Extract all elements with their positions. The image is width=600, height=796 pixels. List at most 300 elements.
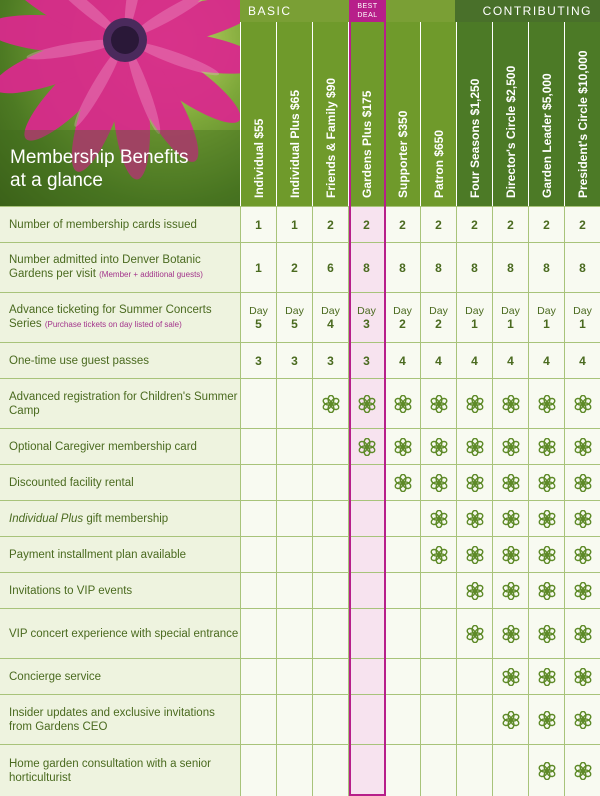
row-label: [0, 207, 240, 242]
flower-icon: [502, 395, 520, 413]
flower-icon: [394, 474, 412, 492]
cell-value: 4: [327, 316, 334, 331]
cell-value: 1: [471, 316, 478, 331]
table-cell: [276, 501, 312, 536]
row-label-text: Payment installment plan available: [9, 548, 187, 561]
flower-icon: [538, 510, 556, 528]
flower-icon: [574, 546, 592, 564]
table-cell: [348, 343, 384, 378]
flower-icon: [322, 395, 340, 413]
day-label: Day: [573, 304, 592, 317]
table-cell: [384, 429, 420, 464]
row-label: [0, 501, 240, 536]
flower-icon: [466, 625, 484, 643]
table-cell: [348, 207, 384, 242]
tier-contributing-header: CONTRIBUTING: [455, 0, 600, 22]
flower-icon: [538, 711, 556, 729]
table-cell: [492, 537, 528, 572]
cell-value: 1: [507, 316, 514, 331]
flower-icon: [574, 395, 592, 413]
row-label: [0, 609, 240, 658]
table-cell: [528, 293, 564, 342]
table-cell: [276, 379, 312, 428]
table-cell: [384, 695, 420, 744]
table-cell: [384, 379, 420, 428]
column-header: [312, 22, 348, 206]
column-header-label: Friends & Family $90: [323, 77, 338, 198]
table-row: [0, 658, 600, 694]
table-cell: [420, 537, 456, 572]
table-cell: [312, 465, 348, 500]
table-cell: [564, 501, 600, 536]
table-cell: [492, 343, 528, 378]
flower-icon: [538, 474, 556, 492]
table-cell: [564, 343, 600, 378]
day-label: Day: [321, 304, 340, 317]
table-cell: [240, 745, 276, 796]
table-cell: [276, 573, 312, 608]
cell-value: 3: [363, 316, 370, 331]
cell-value: 8: [543, 260, 550, 275]
flower-icon: [574, 668, 592, 686]
table-cell: [492, 501, 528, 536]
flower-icon: [502, 668, 520, 686]
column-header-label: Director's Circle $2,500: [503, 65, 518, 198]
column-header: [492, 22, 528, 206]
table-cell: [420, 573, 456, 608]
cell-value: 4: [471, 353, 478, 368]
table-cell: [420, 243, 456, 292]
column-header: [276, 22, 312, 206]
table-cell: [312, 659, 348, 694]
flower-icon: [574, 711, 592, 729]
table-cell: [564, 379, 600, 428]
row-label: [0, 243, 240, 292]
flower-icon: [574, 625, 592, 643]
row-label-text: Concierge service: [9, 670, 102, 683]
table-cell: [420, 293, 456, 342]
day-label: Day: [285, 304, 304, 317]
flower-icon: [466, 395, 484, 413]
table-row: [0, 464, 600, 500]
day-label: Day: [249, 304, 268, 317]
page-title: [10, 146, 188, 192]
table-cell: [456, 609, 492, 658]
cell-value: 4: [435, 353, 442, 368]
cell-value: 8: [471, 260, 478, 275]
table-row: [0, 206, 600, 242]
table-cell: [420, 501, 456, 536]
table-cell: [456, 659, 492, 694]
flower-icon: [502, 474, 520, 492]
table-cell: [528, 659, 564, 694]
table-cell: [312, 573, 348, 608]
table-row: [0, 378, 600, 428]
row-label-text: Home garden consultation with a senior horticulturist: [9, 757, 212, 784]
flower-icon: [466, 510, 484, 528]
best-deal-text: DEAL: [357, 12, 378, 19]
row-label-note: (Purchase tickets on day listed of sale): [44, 320, 182, 329]
table-cell: [492, 695, 528, 744]
table-cell: [420, 465, 456, 500]
cell-value: 3: [363, 353, 370, 368]
row-label: [0, 465, 240, 500]
table-cell: [348, 537, 384, 572]
table-cell: [240, 501, 276, 536]
row-label-text: VIP concert experience with special entrance: [9, 627, 239, 640]
table-row: [0, 572, 600, 608]
table-cell: [528, 501, 564, 536]
row-label: [0, 745, 240, 796]
table-cell: [348, 695, 384, 744]
table-cell: [492, 379, 528, 428]
row-label-text: Optional Caregiver membership card: [9, 440, 197, 453]
table-cell: [456, 243, 492, 292]
hero-flower-image: [0, 0, 240, 206]
row-label-text: One-time use guest passes: [9, 354, 149, 367]
tier-basic-header: BASIC: [240, 0, 455, 22]
cell-value: 2: [435, 217, 442, 232]
table-row: [0, 428, 600, 464]
flower-icon: [430, 438, 448, 456]
row-label: [0, 537, 240, 572]
table-cell: [312, 429, 348, 464]
day-label: Day: [429, 304, 448, 317]
table-cell: [456, 465, 492, 500]
cell-value: 5: [255, 316, 262, 331]
cell-value: 8: [579, 260, 586, 275]
flower-icon: [538, 762, 556, 780]
table-cell: [456, 745, 492, 796]
table-cell: [564, 609, 600, 658]
table-row: [0, 694, 600, 744]
row-label-note: (Member + additional guests): [99, 270, 203, 279]
cell-value: 2: [471, 217, 478, 232]
title-line-2: at a glance: [10, 170, 103, 191]
table-cell: [420, 379, 456, 428]
table-cell: [528, 379, 564, 428]
table-cell: [492, 745, 528, 796]
table-cell: [348, 745, 384, 796]
table-row: [0, 608, 600, 658]
flower-icon: [574, 762, 592, 780]
row-label-text: Individual Plus gift membership: [9, 512, 169, 525]
table-cell: [348, 243, 384, 292]
table-cell: [564, 659, 600, 694]
table-cell: [420, 207, 456, 242]
flower-icon: [538, 582, 556, 600]
column-header: [528, 22, 564, 206]
table-cell: [348, 465, 384, 500]
row-label-text: Advance ticketing for Summer Concerts Series (Purchase tickets on day listed of sale): [9, 304, 212, 330]
row-label-text: Number of membership cards issued: [9, 218, 197, 231]
table-cell: [384, 207, 420, 242]
flower-icon: [538, 438, 556, 456]
row-label: [0, 343, 240, 378]
table-cell: [528, 695, 564, 744]
flower-icon: [538, 668, 556, 686]
table-cell: [240, 379, 276, 428]
table-row: [0, 744, 600, 796]
best-deal-badge: [350, 0, 385, 22]
row-label: [0, 573, 240, 608]
column-header: [240, 22, 276, 206]
title-line-1: Membership Benefits: [10, 147, 189, 168]
cell-value: 4: [507, 353, 514, 368]
cell-value: 1: [543, 316, 550, 331]
row-label-text: Discounted facility rental: [9, 476, 134, 489]
column-header: [564, 22, 600, 206]
table-cell: [276, 695, 312, 744]
row-label-text: Insider updates and exclusive invitations from Gardens CEO: [9, 706, 215, 733]
flower-icon: [502, 510, 520, 528]
day-label: Day: [465, 304, 484, 317]
table-cell: [348, 659, 384, 694]
cell-value: 6: [327, 260, 334, 275]
table-cell: [528, 343, 564, 378]
table-cell: [456, 379, 492, 428]
cell-value: 1: [291, 217, 298, 232]
table-cell: [240, 243, 276, 292]
table-row: [0, 242, 600, 292]
table-cell: [528, 465, 564, 500]
cell-value: 1: [255, 260, 262, 275]
table-cell: [456, 573, 492, 608]
table-cell: [312, 343, 348, 378]
flower-icon: [574, 438, 592, 456]
table-cell: [456, 207, 492, 242]
row-label-text: Invitations to VIP events: [9, 584, 133, 597]
table-cell: [276, 243, 312, 292]
table-cell: [528, 573, 564, 608]
table-cell: [456, 343, 492, 378]
table-cell: [348, 573, 384, 608]
table-cell: [240, 465, 276, 500]
table-cell: [492, 659, 528, 694]
table-cell: [492, 609, 528, 658]
table-cell: [312, 207, 348, 242]
column-header: [420, 22, 456, 206]
flower-icon: [394, 395, 412, 413]
table-cell: [240, 293, 276, 342]
column-header: [456, 22, 492, 206]
table-cell: [456, 501, 492, 536]
table-cell: [564, 429, 600, 464]
cell-value: 4: [399, 353, 406, 368]
column-header-label: Garden Leader $5,000: [539, 73, 554, 198]
table-cell: [492, 465, 528, 500]
cell-value: 1: [255, 217, 262, 232]
table-cell: [240, 343, 276, 378]
cell-value: 4: [543, 353, 550, 368]
table-cell: [420, 429, 456, 464]
table-cell: [564, 465, 600, 500]
flower-icon: [574, 510, 592, 528]
column-header: [384, 22, 420, 206]
table-cell: [492, 243, 528, 292]
table-cell: [348, 429, 384, 464]
day-label: Day: [537, 304, 556, 317]
flower-icon: [538, 546, 556, 564]
cell-value: 2: [435, 316, 442, 331]
flower-icon: [502, 438, 520, 456]
table-cell: [240, 609, 276, 658]
column-header: [348, 22, 384, 206]
table-cell: [564, 537, 600, 572]
table-cell: [492, 207, 528, 242]
table-cell: [312, 243, 348, 292]
table-cell: [240, 207, 276, 242]
cell-value: 2: [507, 217, 514, 232]
flower-icon: [358, 395, 376, 413]
table-row: [0, 342, 600, 378]
table-cell: [420, 659, 456, 694]
cell-value: 8: [363, 260, 370, 275]
flower-icon: [430, 510, 448, 528]
table-cell: [312, 745, 348, 796]
table-cell: [528, 745, 564, 796]
best-deal-text: BEST: [357, 3, 378, 10]
column-header-label: Gardens Plus $175: [359, 90, 374, 198]
table-cell: [564, 243, 600, 292]
row-label-text: Number admitted into Denver Botanic Gardens per visit (Member + additional guests): [9, 254, 203, 280]
row-label-italic: Individual Plus: [9, 512, 84, 525]
column-header-label: Supporter $350: [395, 110, 410, 198]
row-label: [0, 379, 240, 428]
row-label: [0, 293, 240, 342]
table-cell: [348, 501, 384, 536]
table-cell: [492, 429, 528, 464]
cell-value: 2: [363, 217, 370, 232]
flower-icon: [502, 582, 520, 600]
table-cell: [456, 293, 492, 342]
table-cell: [240, 659, 276, 694]
table-row: [0, 292, 600, 342]
cell-value: 2: [291, 260, 298, 275]
table-cell: [276, 293, 312, 342]
cell-value: 2: [399, 217, 406, 232]
column-header-label: Four Seasons $1,250: [467, 78, 482, 198]
table-cell: [564, 573, 600, 608]
column-header-label: Individual $55: [251, 118, 266, 198]
flower-icon: [466, 474, 484, 492]
table-cell: [348, 379, 384, 428]
table-cell: [240, 429, 276, 464]
column-header-label: President's Circle $10,000: [575, 50, 590, 198]
flower-icon: [466, 546, 484, 564]
table-cell: [312, 379, 348, 428]
flower-icon: [502, 546, 520, 564]
table-cell: [528, 243, 564, 292]
table-cell: [528, 537, 564, 572]
cell-value: 8: [507, 260, 514, 275]
table-cell: [312, 609, 348, 658]
table-cell: [564, 207, 600, 242]
cell-value: 8: [435, 260, 442, 275]
table-cell: [492, 293, 528, 342]
day-label: Day: [501, 304, 520, 317]
table-cell: [564, 695, 600, 744]
day-label: Day: [357, 304, 376, 317]
table-cell: [420, 745, 456, 796]
cell-value: 5: [291, 316, 298, 331]
table-cell: [420, 695, 456, 744]
table-cell: [384, 745, 420, 796]
table-cell: [456, 429, 492, 464]
table-cell: [276, 207, 312, 242]
day-label: Day: [393, 304, 412, 317]
row-label: [0, 659, 240, 694]
cell-value: 3: [255, 353, 262, 368]
flower-icon: [574, 474, 592, 492]
cell-value: 2: [579, 217, 586, 232]
row-label-text: Advanced registration for Children's Summer Camp: [9, 390, 238, 417]
cell-value: 8: [399, 260, 406, 275]
table-cell: [564, 293, 600, 342]
cell-value: 2: [399, 316, 406, 331]
table-cell: [276, 465, 312, 500]
flower-icon: [358, 438, 376, 456]
table-cell: [240, 573, 276, 608]
table-cell: [456, 695, 492, 744]
table-cell: [384, 573, 420, 608]
table-cell: [312, 537, 348, 572]
cell-value: 2: [543, 217, 550, 232]
flower-icon: [466, 438, 484, 456]
table-cell: [276, 429, 312, 464]
table-cell: [384, 609, 420, 658]
table-cell: [528, 429, 564, 464]
row-label: [0, 695, 240, 744]
table-cell: [276, 659, 312, 694]
table-cell: [312, 695, 348, 744]
table-cell: [420, 343, 456, 378]
table-cell: [312, 501, 348, 536]
table-row: [0, 536, 600, 572]
column-header-label: Individual Plus $65: [287, 89, 302, 198]
flower-icon: [574, 582, 592, 600]
flower-icon: [466, 582, 484, 600]
table-cell: [312, 293, 348, 342]
cell-value: 2: [327, 217, 334, 232]
table-cell: [276, 609, 312, 658]
table-cell: [528, 207, 564, 242]
cell-value: 3: [291, 353, 298, 368]
table-cell: [492, 573, 528, 608]
table-cell: [348, 609, 384, 658]
table-cell: [384, 343, 420, 378]
flower-icon: [538, 625, 556, 643]
table-cell: [276, 537, 312, 572]
table-cell: [384, 243, 420, 292]
flower-icon: [394, 438, 412, 456]
table-cell: [384, 465, 420, 500]
table-cell: [240, 695, 276, 744]
table-cell: [276, 745, 312, 796]
table-cell: [276, 343, 312, 378]
table-cell: [240, 537, 276, 572]
cell-value: 3: [327, 353, 334, 368]
table-cell: [528, 609, 564, 658]
row-label: [0, 429, 240, 464]
flower-icon: [430, 395, 448, 413]
flower-icon: [430, 546, 448, 564]
cell-value: 4: [579, 353, 586, 368]
column-header-label: Patron $650: [431, 129, 446, 198]
flower-icon: [502, 625, 520, 643]
cell-value: 1: [579, 316, 586, 331]
table-cell: [384, 537, 420, 572]
